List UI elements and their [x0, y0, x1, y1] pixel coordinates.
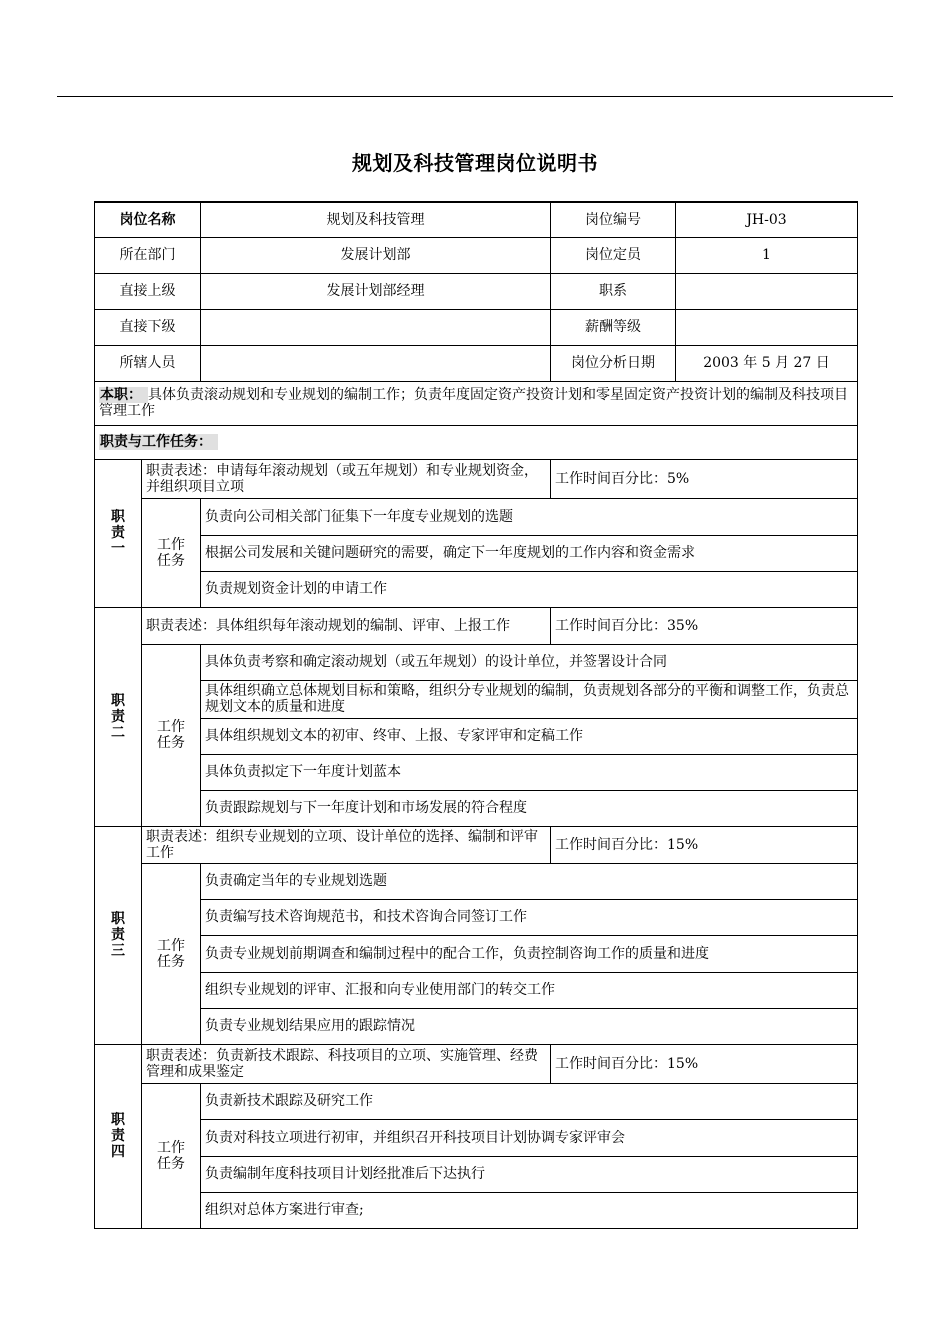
benzhi-row	[95, 381, 858, 425]
duty-2-task-1: 具体负责考察和确定滚动规划（或五年规划）的设计单位，并签署设计合同	[201, 644, 858, 680]
value-staff	[201, 345, 551, 381]
task-row	[95, 790, 858, 826]
duty-4-desc: 职责表述：负责新技术跟踪、科技项目的立项、实施管理、经费管理和成果鉴定	[142, 1044, 551, 1083]
duty-4-pct: 工作时间百分比：15%	[551, 1044, 858, 1083]
label-position-code: 岗位编号	[551, 202, 676, 237]
label-staff: 所辖人员	[95, 345, 201, 381]
duty-4-desc-row	[95, 1044, 858, 1083]
task-row	[95, 863, 858, 899]
task-row	[95, 680, 858, 718]
duty-4-task-2: 负责对科技立项进行初审，并组织召开科技项目计划协调专家评审会	[201, 1119, 858, 1156]
duty-2-desc: 职责表述：具体组织每年滚动规划的编制、评审、上报工作	[142, 607, 551, 644]
duty-2-task-4: 具体负责拟定下一年度计划蓝本	[201, 754, 858, 790]
duties-header-row	[95, 425, 858, 459]
duty-1-task-2: 根据公司发展和关键问题研究的需要，确定下一年度规划的工作内容和资金需求	[201, 535, 858, 571]
page-title: 规划及科技管理岗位说明书	[352, 151, 598, 175]
info-row-supervisor	[95, 273, 858, 309]
duty-4-label: 职责四	[95, 1044, 142, 1228]
task-row	[95, 972, 858, 1008]
duty-4-task-label: 工作任务	[142, 1083, 201, 1228]
header-rule	[57, 96, 893, 97]
info-row-department	[95, 237, 858, 273]
duty-2-label: 职责二	[95, 607, 142, 826]
duty-1-task-1: 负责向公司相关部门征集下一年度专业规划的选题	[201, 498, 858, 535]
duty-3-task-label: 工作任务	[142, 863, 201, 1044]
duty-3-task-2: 负责编写技术咨询规范书，和技术咨询合同签订工作	[201, 899, 858, 935]
duty-4-task-1: 负责新技术跟踪及研究工作	[201, 1083, 858, 1119]
duty-3-task-5: 负责专业规划结果应用的跟踪情况	[201, 1008, 858, 1044]
duty-1-label: 职责一	[95, 459, 142, 607]
info-row-staff	[95, 345, 858, 381]
task-row	[95, 644, 858, 680]
label-job-family: 职系	[551, 273, 676, 309]
value-headcount: 1	[676, 237, 858, 273]
info-row-position	[95, 202, 858, 237]
task-row	[95, 1008, 858, 1044]
duty-1-task-3: 负责规划资金计划的申请工作	[201, 571, 858, 607]
duty-1-desc: 职责表述：申请每年滚动规划（或五年规划）和专业规划资金，并组织项目立项	[142, 459, 551, 498]
duty-3-desc: 职责表述：组织专业规划的立项、设计单位的选择、编制和评审工作	[142, 826, 551, 863]
benzhi-cell	[95, 381, 858, 425]
value-position-name: 规划及科技管理	[201, 202, 551, 237]
task-row	[95, 1156, 858, 1192]
label-headcount: 岗位定员	[551, 237, 676, 273]
duty-3-task-4: 组织专业规划的评审、汇报和向专业使用部门的转交工作	[201, 972, 858, 1008]
value-subordinate	[201, 309, 551, 345]
task-row	[95, 571, 858, 607]
value-job-family	[676, 273, 858, 309]
duty-1-task-label: 工作任务	[142, 498, 201, 607]
duty-2-task-5: 负责跟踪规划与下一年度计划和市场发展的符合程度	[201, 790, 858, 826]
value-salary-grade	[676, 309, 858, 345]
task-row	[95, 1192, 858, 1228]
duty-3-task-3: 负责专业规划前期调查和编制过程中的配合工作，负责控制咨询工作的质量和进度	[201, 935, 858, 972]
label-salary-grade: 薪酬等级	[551, 309, 676, 345]
label-analysis-date: 岗位分析日期	[551, 345, 676, 381]
benzhi-label: 本职：	[99, 387, 148, 403]
task-row	[95, 899, 858, 935]
duty-3-task-1: 负责确定当年的专业规划选题	[201, 863, 858, 899]
label-department: 所在部门	[95, 237, 201, 273]
duty-2-task-label: 工作任务	[142, 644, 201, 826]
duty-3-desc-row	[95, 826, 858, 863]
task-row	[95, 754, 858, 790]
task-row	[95, 718, 858, 754]
task-row	[95, 935, 858, 972]
duties-header-cell	[95, 425, 858, 459]
duty-2-task-2: 具体组织确立总体规划目标和策略，组织分专业规划的编制，负责规划各部分的平衡和调整工作，负责总规划文本的质量和进度	[201, 680, 858, 718]
duty-2-desc-row	[95, 607, 858, 644]
job-description-table	[94, 201, 858, 1229]
task-row	[95, 1119, 858, 1156]
duty-4-task-3: 负责编制年度科技项目计划经批准后下达执行	[201, 1156, 858, 1192]
duty-3-pct: 工作时间百分比：15%	[551, 826, 858, 863]
value-department: 发展计划部	[201, 237, 551, 273]
duties-header: 职责与工作任务：	[99, 434, 218, 450]
label-subordinate: 直接下级	[95, 309, 201, 345]
value-analysis-date: 2003 年 5 月 27 日	[676, 345, 858, 381]
task-row	[95, 498, 858, 535]
duty-2-pct: 工作时间百分比：35%	[551, 607, 858, 644]
duty-1-pct: 工作时间百分比：5%	[551, 459, 858, 498]
duty-2-task-3: 具体组织规划文本的初审、终审、上报、专家评审和定稿工作	[201, 718, 858, 754]
benzhi-text: 具体负责滚动规划和专业规划的编制工作；负责年度固定资产投资计划和零星固定资产投资计划的编制及科技项目管理工作	[99, 387, 848, 419]
info-row-subordinate	[95, 309, 858, 345]
duty-4-task-4: 组织对总体方案进行审查;	[201, 1192, 858, 1228]
label-supervisor: 直接上级	[95, 273, 201, 309]
task-row	[95, 535, 858, 571]
value-supervisor: 发展计划部经理	[201, 273, 551, 309]
task-row	[95, 1083, 858, 1119]
label-position-name: 岗位名称	[95, 202, 201, 237]
value-position-code: JH-03	[676, 202, 858, 237]
duty-1-desc-row	[95, 459, 858, 498]
duty-3-label: 职责三	[95, 826, 142, 1044]
